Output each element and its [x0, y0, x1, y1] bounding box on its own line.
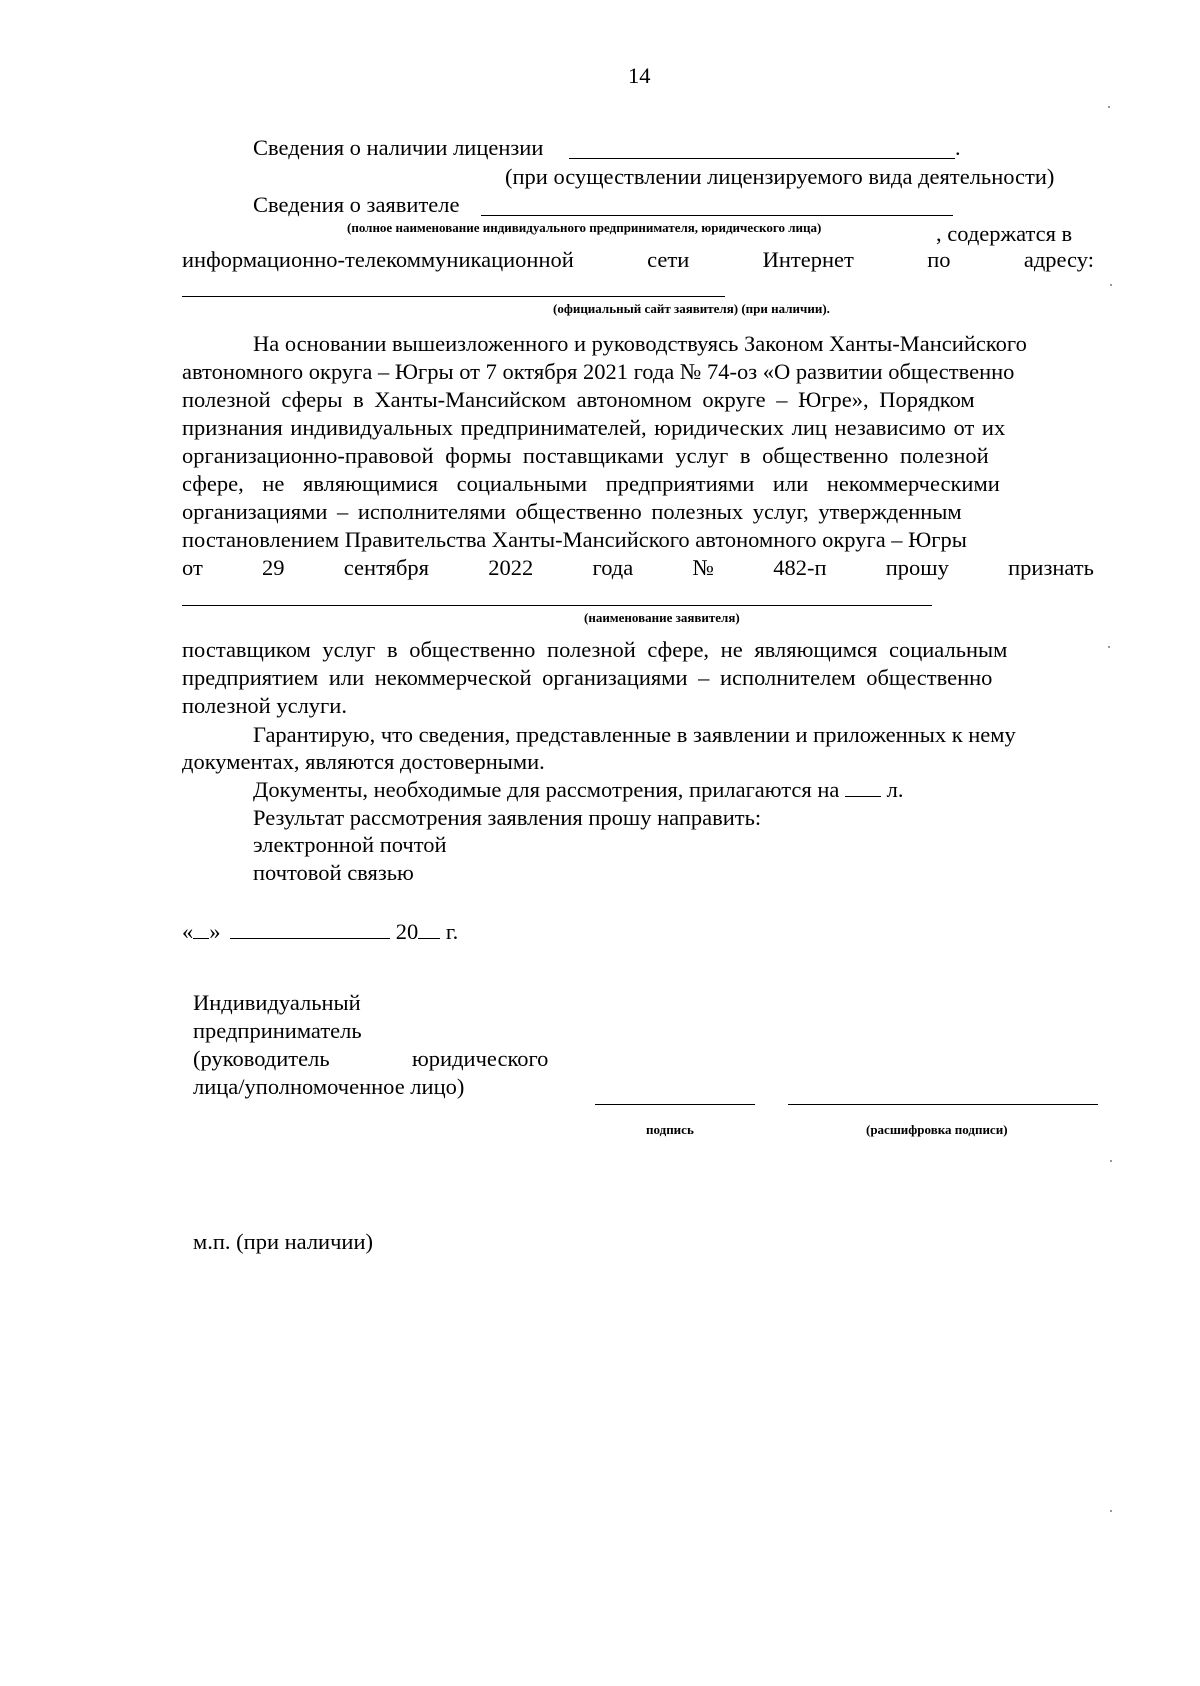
word: от — [182, 555, 203, 580]
website-hint: (официальный сайт заявителя) (при наличии). — [553, 301, 830, 316]
basis-line: организационно-правовой формы поставщиками услуг в общественно полезной — [182, 443, 989, 468]
applicant-name-input-line[interactable] — [182, 605, 932, 606]
word: прошу — [885, 555, 949, 580]
license-end: . — [955, 135, 961, 160]
date-month-input[interactable] — [230, 920, 390, 939]
basis-line: сфере, не являющимися социальными предприятиями или некоммерческими — [182, 471, 1000, 496]
signatory-line4: лица/уполномоченное лицо) — [193, 1074, 465, 1099]
guarantee-line1: Гарантирую, что сведения, представленные в заявлении и приложенных к нему — [253, 722, 1016, 747]
word: сентября — [343, 555, 430, 580]
guarantee-line2: документах, являются достоверными. — [182, 749, 545, 774]
basis-line: постановлением Правительства Ханты-Мансийского автономного округа – Югры — [182, 527, 967, 552]
applicant-label: Сведения о заявителе — [253, 192, 460, 217]
signature-decode-input-line[interactable] — [788, 1104, 1098, 1105]
word: № — [692, 555, 714, 580]
applicant-name-hint: (наименование заявителя) — [584, 610, 740, 625]
license-label: Сведения о наличии лицензии — [253, 135, 544, 160]
word: Интернет — [762, 247, 854, 272]
date-line — [182, 918, 458, 945]
documents-before: Документы, необходимые для рассмотрения, прилагаются на — [253, 777, 840, 802]
signature-hint: подпись — [646, 1122, 694, 1137]
applicant-cont: , содержатся в — [936, 221, 1073, 246]
result-label: Результат рассмотрения заявления прошу направить: — [253, 805, 762, 830]
basis-line: организациями – исполнителями общественно полезных услуг, утвержденным — [182, 499, 962, 524]
signature-decode-hint: (расшифровка подписи) — [866, 1122, 1008, 1137]
word: 482-п — [773, 555, 827, 580]
basis-line: полезной сферы в Ханты-Мансийском автономном округе – Югре», Порядком — [182, 387, 975, 412]
supplier-line: предприятием или некоммерческой организациями – исполнителем общественно — [182, 665, 993, 690]
signatory-line2: предприниматель — [193, 1018, 362, 1043]
word: 29 — [262, 555, 285, 580]
signature-input-line[interactable] — [595, 1104, 755, 1105]
scan-speck — [1110, 284, 1112, 286]
signatory-line3a: (руководитель — [193, 1046, 330, 1071]
date-century: 20 — [395, 919, 419, 944]
website-input-line[interactable] — [182, 296, 725, 297]
word: сети — [647, 247, 690, 272]
scan-speck — [1110, 1510, 1112, 1512]
basis-line: признания индивидуальных предпринимателей, юридических лиц независимо от их — [182, 415, 1006, 440]
date-suffix: г. — [445, 919, 459, 944]
basis-line: На основании вышеизложенного и руководствуясь Законом Ханты-Мансийского — [253, 331, 1027, 356]
date-open-quote: « — [182, 919, 194, 944]
date-day-input[interactable] — [193, 920, 209, 939]
scan-speck — [1110, 1160, 1112, 1162]
result-option-email[interactable]: электронной почтой — [253, 832, 447, 857]
stamp-label: м.п. (при наличии) — [193, 1229, 373, 1254]
signatory-line3b: юридического — [412, 1046, 549, 1071]
result-option-post[interactable]: почтовой связью — [253, 860, 414, 885]
applicant-input-line[interactable] — [481, 215, 953, 216]
applicant-hint: (полное наименование индивидуального предпринимателя, юридического лица) — [347, 220, 822, 235]
documents-count-input[interactable] — [845, 778, 881, 797]
license-input-line[interactable] — [569, 158, 955, 159]
documents-after: л. — [886, 777, 904, 802]
word: 2022 — [488, 555, 534, 580]
basis-last-line — [182, 554, 1094, 581]
documents-line — [253, 776, 904, 803]
supplier-line: поставщиком услуг в общественно полезной сфере, не являющимся социальным — [182, 637, 1008, 662]
license-hint: (при осуществлении лицензируемого вида деятельности) — [505, 164, 1055, 189]
date-close-quote: » — [209, 919, 221, 944]
supplier-line: полезной услуги. — [182, 693, 347, 718]
word: по — [927, 247, 951, 272]
word: года — [592, 555, 634, 580]
word: адресу: — [1023, 247, 1094, 272]
word: информационно-телекоммуникационной — [182, 247, 574, 272]
scan-speck — [1108, 646, 1110, 648]
basis-line: автономного округа – Югры от 7 октября 2021 года № 74-оз «О развитии общественно — [182, 359, 1015, 384]
scan-speck — [1108, 106, 1110, 108]
word: признать — [1008, 555, 1094, 580]
applicant-line2 — [182, 246, 1094, 273]
signatory-line1: Индивидуальный — [193, 990, 361, 1015]
date-year-input[interactable] — [418, 920, 440, 939]
page-number: 14 — [628, 63, 651, 88]
